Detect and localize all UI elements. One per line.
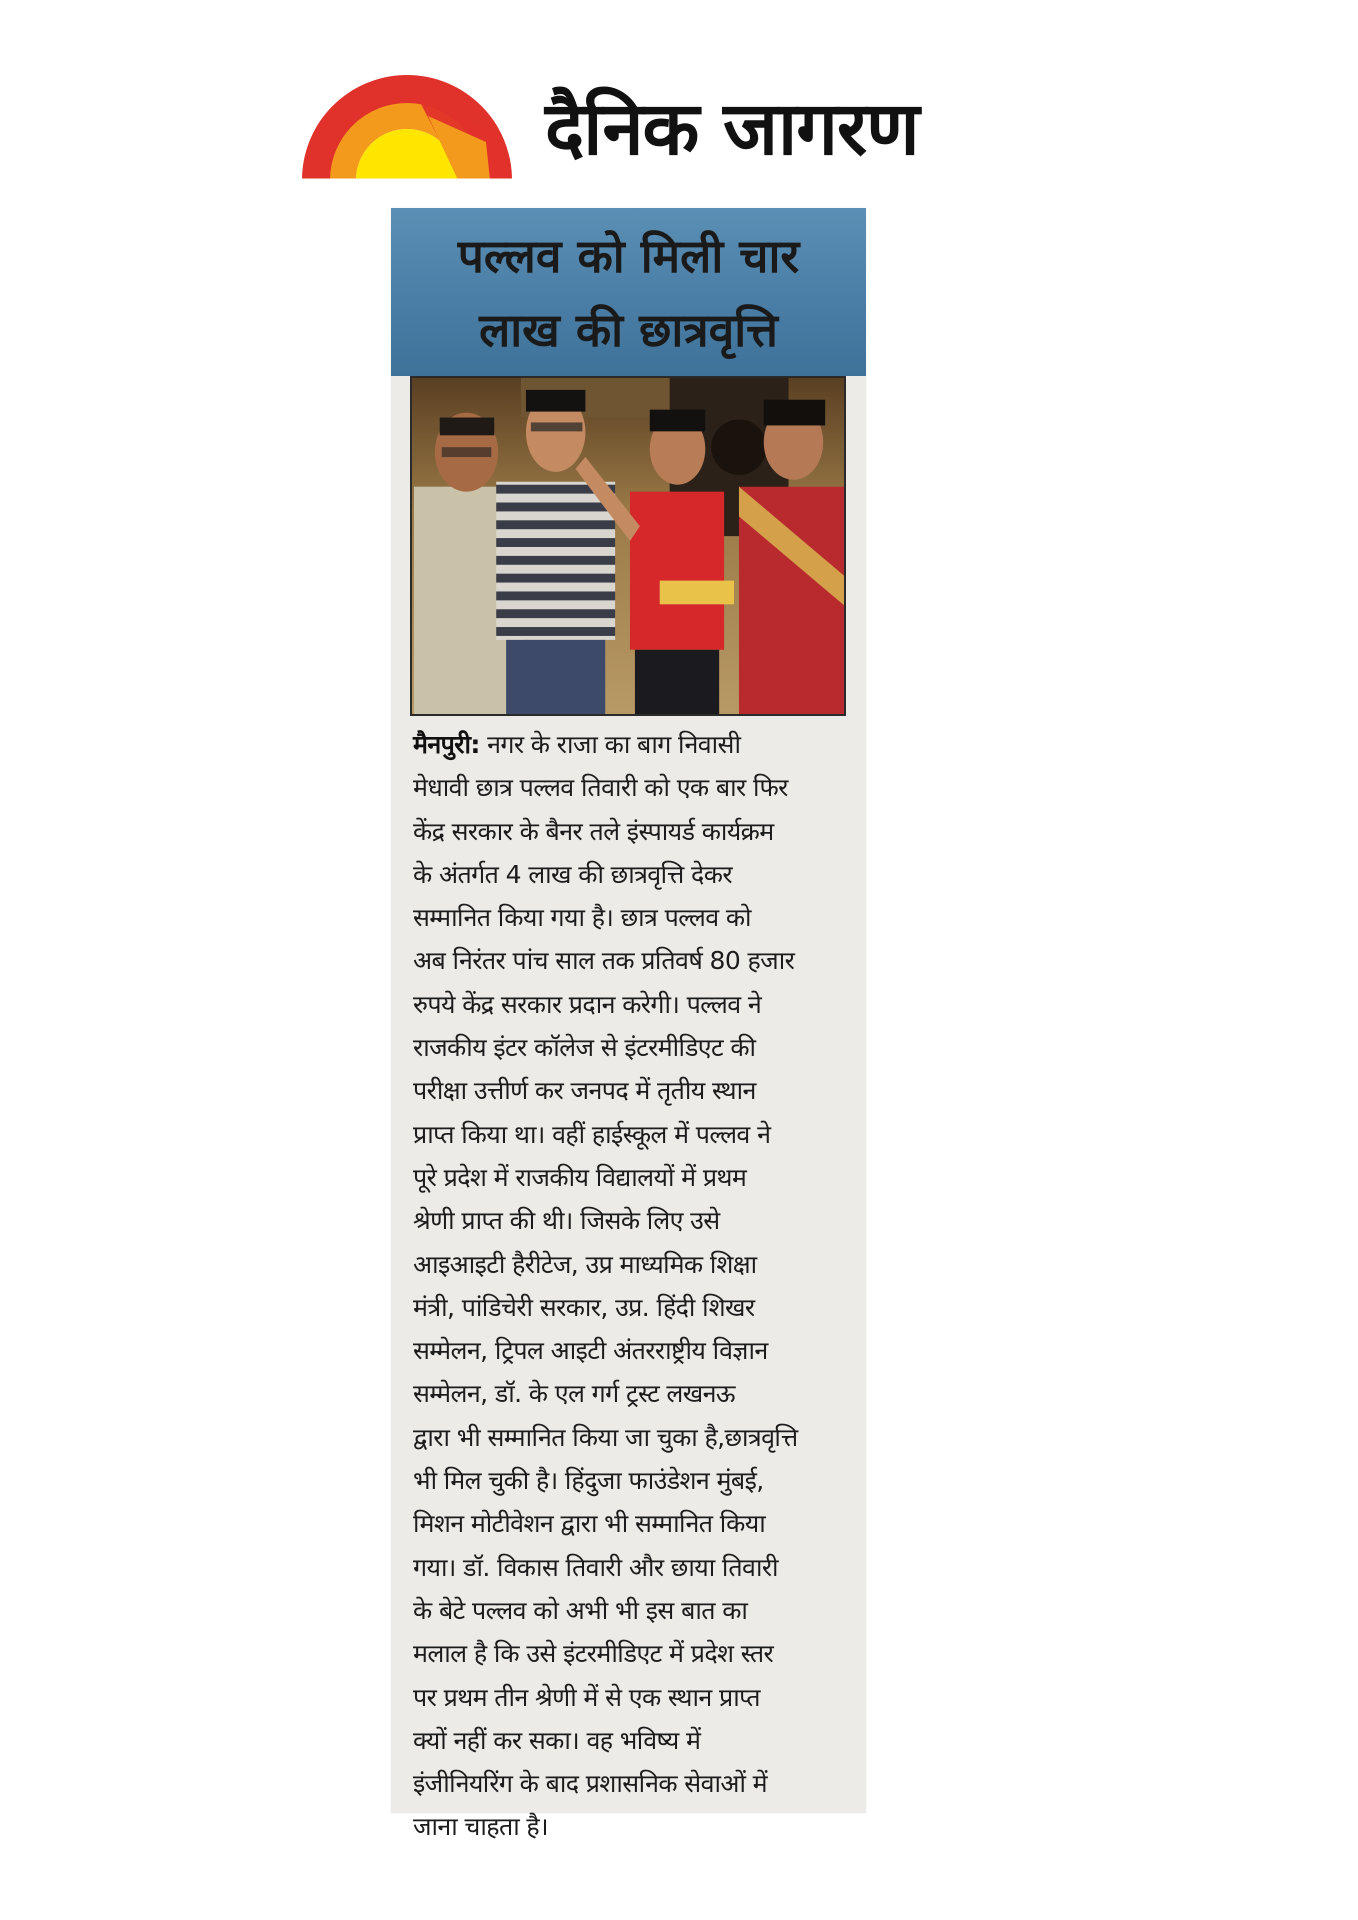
article-line: पर प्रथम तीन श्रेणी में से एक स्थान प्राप्त xyxy=(413,1682,760,1712)
news-clipping xyxy=(391,208,866,1842)
article-line: राजकीय इंटर कॉलेज से इंटरमीडिएट की xyxy=(413,1033,756,1063)
article-line: द्वारा भी सम्मानित किया जा चुका है,छात्रवृत्ति xyxy=(413,1422,798,1452)
article-line: सम्मेलन, ट्रिपल आइटी अंतरराष्ट्रीय विज्ञान xyxy=(413,1336,768,1366)
article-line: मंत्री, पांडिचेरी सरकार, उप्र. हिंदी शिखर xyxy=(413,1292,755,1322)
newspaper-name: दैनिक जागरण xyxy=(545,86,919,172)
article-line: अब निरंतर पांच साल तक प्रतिवर्ष 80 हजार xyxy=(413,946,795,976)
article-line: मलाल है कि उसे इंटरमीडिएट में प्रदेश स्तर xyxy=(413,1639,774,1669)
article-line: प्राप्त किया था। वहीं हाईस्कूल में पल्लव ने xyxy=(413,1119,771,1149)
group-photo-icon xyxy=(412,378,844,714)
article-line: जाना चाहता है। xyxy=(413,1812,548,1842)
article-body xyxy=(413,723,853,1849)
article-line: आइआइटी हैरीटेज, उप्र माध्यमिक शिक्षा xyxy=(413,1249,757,1279)
article-line: इंजीनियरिंग के बाद प्रशासनिक सेवाओं में xyxy=(413,1769,768,1799)
article-line: रुपये केंद्र सरकार प्रदान करेगी। पल्लव ने xyxy=(413,989,762,1019)
group-photo xyxy=(410,376,846,716)
headline-box xyxy=(391,208,866,376)
article-line: क्यों नहीं कर सका। वह भविष्य में xyxy=(413,1725,701,1755)
article-line: सम्मेलन, डॉ. के एल गर्ग ट्रस्ट लखनऊ xyxy=(413,1379,735,1409)
article-line: गया। डॉ. विकास तिवारी और छाया तिवारी xyxy=(413,1552,778,1582)
first-line-text: नगर के राजा का बाग निवासी xyxy=(479,730,741,759)
article-first-line xyxy=(413,723,853,766)
article-line: मिशन मोटीवेशन द्वारा भी सम्मानित किया xyxy=(413,1509,766,1539)
article-line: केंद्र सरकार के बैनर तले इंस्पायर्ड कार्यक्रम xyxy=(413,816,774,846)
headline-line-1: पल्लव को मिली चार xyxy=(457,229,800,283)
dateline: मैनपुरी: xyxy=(413,730,480,759)
masthead xyxy=(300,70,960,185)
headline-line-2: लाख की छात्रवृत्ति xyxy=(479,303,778,357)
article-line: पूरे प्रदेश में राजकीय विद्यालयों में प्रथम xyxy=(413,1162,747,1192)
article-line: श्रेणी प्राप्त की थी। जिसके लिए उसे xyxy=(413,1206,720,1236)
article-line: के अंतर्गत 4 लाख की छात्रवृत्ति देकर xyxy=(413,859,732,889)
article-line: मेधावी छात्र पल्लव तिवारी को एक बार फिर xyxy=(413,773,788,803)
article-line: भी मिल चुकी है। हिंदुजा फाउंडेशन मुंबई, xyxy=(413,1466,764,1496)
article-line: के बेटे पल्लव को अभी भी इस बात का xyxy=(413,1595,748,1625)
article-line: सम्मानित किया गया है। छात्र पल्लव को xyxy=(413,903,751,933)
article-line: परीक्षा उत्तीर्ण कर जनपद में तृतीय स्थान xyxy=(413,1076,756,1106)
rising-sun-logo-icon xyxy=(300,72,515,182)
